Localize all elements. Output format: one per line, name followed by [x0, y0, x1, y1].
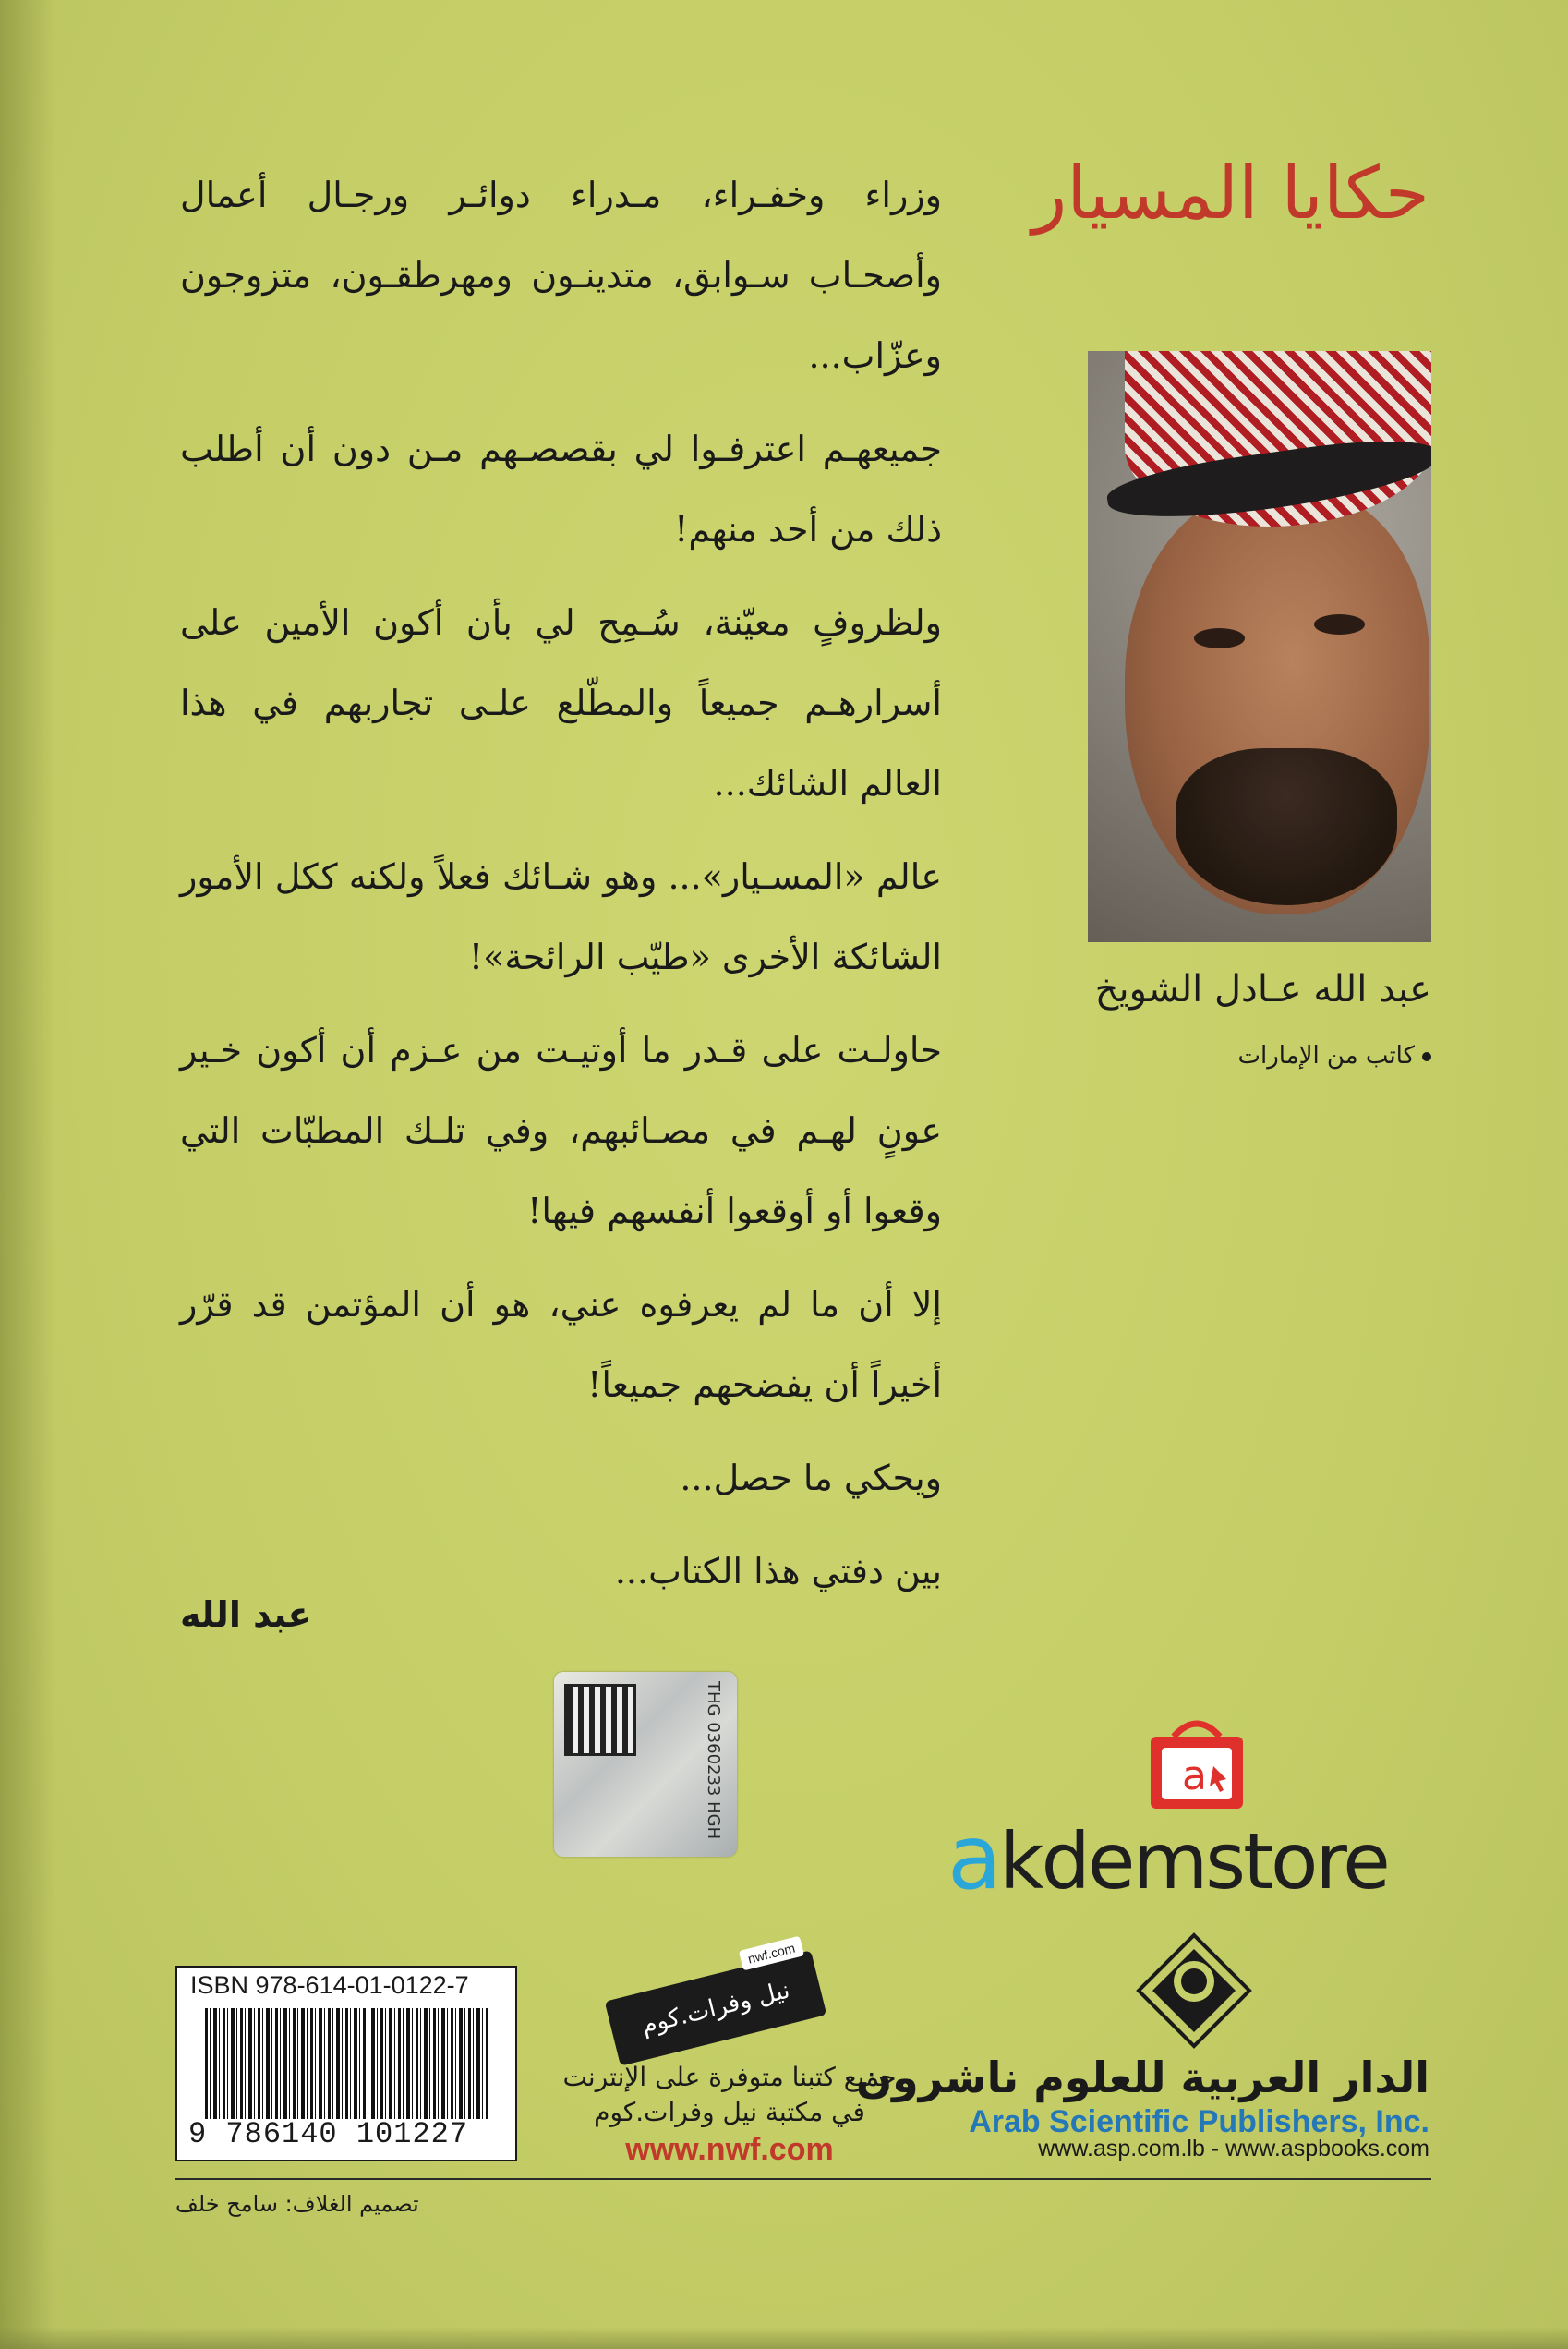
publisher-name-english: Arab Scientific Publishers, Inc.	[969, 2104, 1429, 2139]
cover-bottom-edge	[0, 2327, 1568, 2349]
akdemstore-watermark	[947, 1806, 1388, 1909]
brand-rest: kdemstore	[998, 1816, 1388, 1907]
nwf-tag-domain: nwf.com	[739, 1936, 804, 1971]
publisher-websites: www.asp.com.lb - www.aspbooks.com	[1038, 2136, 1429, 2161]
hologram-sticker	[554, 1672, 737, 1857]
blurb-text	[180, 155, 942, 1625]
badge-letter: a	[1182, 1752, 1207, 1799]
author-note-text: كاتب من الإمارات	[1237, 1042, 1415, 1070]
shopping-bag-icon	[1141, 1711, 1252, 1812]
nwf-tag-label: نيل وفرات.كوم	[638, 1976, 793, 2040]
blurb-paragraph: إلا أن ما لم يعرفوه عني، هو أن المؤتمن قد قرّر أخيراً أن يفضحهم جميعاً!	[180, 1284, 942, 1405]
bottom-divider	[175, 2178, 1431, 2180]
blurb-paragraph: وزراء وخفـراء، مـدراء دوائـر ورجـال أعمال وأصحـاب سـوابق، متدينـون ومهرطقـون، متزوجون وعزّاب...	[180, 175, 942, 376]
bullet-icon	[1422, 1052, 1431, 1061]
nwf-url: www.nwf.com	[625, 2132, 834, 2167]
brand-a: a	[947, 1806, 999, 1909]
blurb-paragraph: ويحكي ما حصل...	[680, 1458, 942, 1498]
blurb-paragraph: عالم «المسـيار»... وهو شـائك فعلاً ولكنه ككل الأمور الشائكة الأخرى «طيّب الرائحة»!	[180, 856, 942, 977]
right-eye	[1314, 614, 1365, 635]
author-beard	[1176, 748, 1397, 905]
left-eye	[1194, 628, 1245, 648]
author-photo	[1088, 351, 1431, 942]
blurb-paragraph: جميعهـم اعترفـوا لي بقصصـهم مـن دون أن أطلب ذلك من أحد منهم!	[180, 429, 942, 550]
author-note	[1238, 1042, 1431, 1070]
author-signature: عبد الله	[180, 1594, 312, 1635]
barcode-bars	[205, 2008, 488, 2119]
sticker-line: 0360233	[704, 1722, 723, 1797]
sticker-code	[642, 1681, 725, 1847]
blurb-paragraph: ولظروفٍ معيّنة، سُـمِح لي بأن أكون الأمين على أسرارهـم جميعاً والمطّلع علـى تجاربهم في هذا العالم الشائك...	[180, 602, 942, 804]
publisher-name-arabic: الدار العربية للعلوم ناشرون	[855, 2052, 1429, 2102]
sticker-line: THG	[704, 1681, 723, 1717]
publisher-emblem-icon	[1134, 1931, 1254, 2051]
blurb-paragraph: حاولـت على قـدر ما أوتيـت من عـزم أن أكون خـير عونٍ لهـم في مصـائبهم، وفي تلـك المطبّات التي وقعوا أو أوقعوا أنفسهم فيها!	[180, 1030, 942, 1231]
isbn-label: ISBN 978-614-01-0122-7	[190, 1971, 469, 1999]
barcode-digits: 9 786140 101227	[188, 2117, 469, 2151]
series-title: حكايا المسيار	[1031, 152, 1429, 236]
blurb-paragraph: بين دفتي هذا الكتاب...	[614, 1551, 942, 1592]
sticker-line: HGH	[704, 1801, 723, 1840]
nwf-availability-line: جميع كتبنا متوفرة على الإنترنت	[562, 2062, 897, 2092]
nwf-availability-line: في مكتبة نيل وفرات.كوم	[594, 2097, 865, 2127]
author-name: عبد الله عـادل الشويخ	[1094, 968, 1431, 1011]
cover-designer-credit: تصميم الغلاف: سامح خلف	[175, 2191, 419, 2217]
qr-code-icon	[567, 1687, 633, 1753]
spine-shadow	[0, 0, 55, 2349]
isbn-barcode	[175, 1966, 517, 2161]
